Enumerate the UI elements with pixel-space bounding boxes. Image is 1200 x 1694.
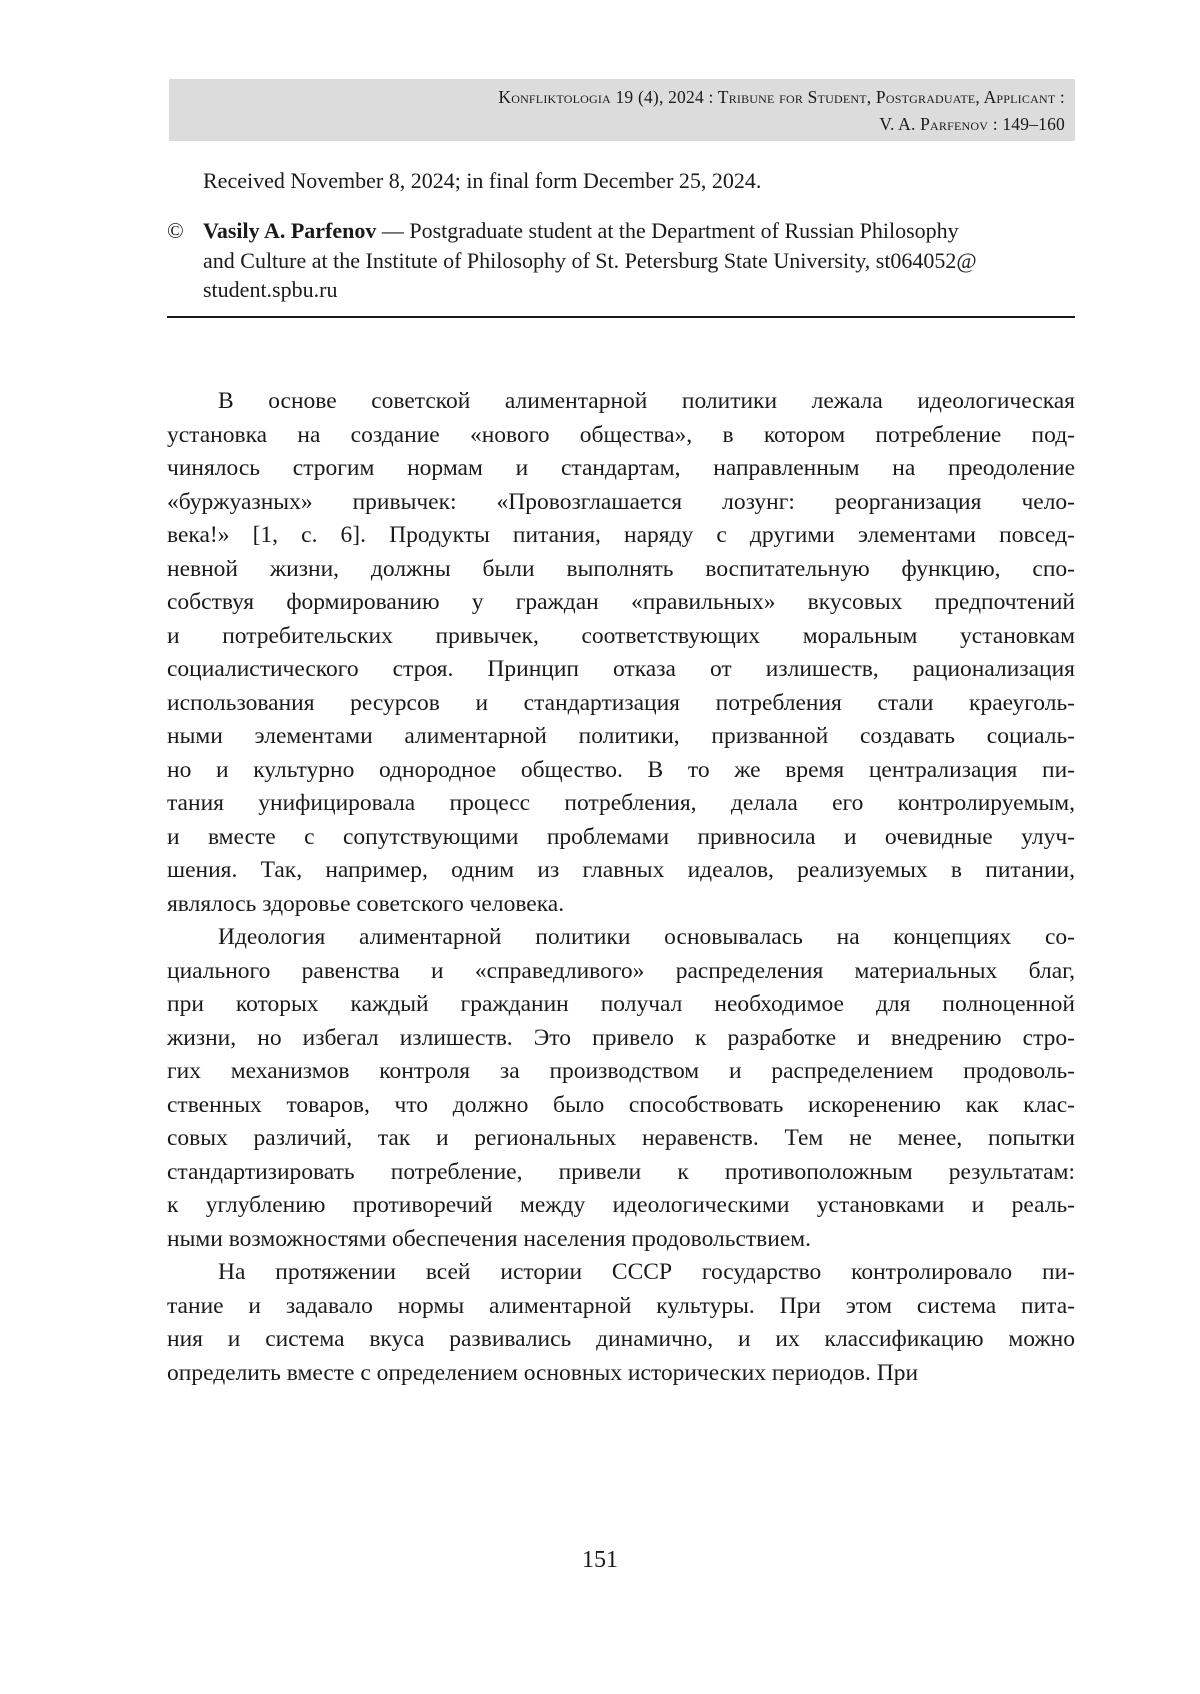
author-line-2: and Culture at the Institute of Philosophy of St. Petersburg State University, st064052@ — [203, 247, 977, 273]
body-line: ными возможностями обеспечения населения продовольствием. — [167, 1225, 812, 1252]
body-line: тания унифицировала процесс потребления, делала его контролируемым, — [167, 790, 1075, 816]
body-line: установка на создание «нового общества», в котором потребление под- — [167, 421, 1075, 448]
separator-rule — [167, 316, 1075, 318]
body-line: века!» [1, с. 6]. Продукты питания, наряду с другими элементами повсед- — [167, 522, 1075, 548]
body-line: На протяжении всей истории СССР государство контролировало пи- — [218, 1259, 1075, 1285]
author-affiliation-start: — Postgraduate student at the Department of Russian Philosophy — [376, 218, 959, 243]
article-body — [167, 385, 1075, 1390]
body-line: ственных товаров, что должно было способствовать искоренению как клас- — [167, 1091, 1075, 1118]
page-number: 151 — [582, 1547, 618, 1573]
body-line: тание и задавало нормы алиментарной культуры. При этом система пита- — [167, 1292, 1075, 1319]
body-line: но и культурно однородное общество. В то же время централизация пи- — [167, 756, 1075, 783]
body-line: циального равенства и «справедливого» распределения материальных благ, — [167, 957, 1075, 984]
body-line: собствуя формированию у граждан «правильных» вкусовых предпочтений — [167, 589, 1075, 615]
running-header-journal: Konfliktologia 19 (4), 2024 : Tribune for Student, Postgraduate, Applicant : — [498, 87, 1065, 107]
body-line: определить вместе с определением основных исторических периодов. При — [167, 1359, 919, 1386]
running-header — [169, 79, 1075, 141]
body-line: В основе советской алиментарной политики лежала идеологическая — [218, 388, 1075, 414]
body-line: использования ресурсов и стандартизация потребления стали краеуголь- — [167, 689, 1075, 716]
body-line: стандартизировать потребление, привели к противоположным результатам: — [167, 1158, 1075, 1185]
body-line: Идеология алиментарной политики основывалась на концепциях со- — [218, 924, 1075, 950]
body-line: ния и система вкуса развивались динамично, и их классификацию можно — [167, 1326, 1075, 1352]
body-line: шения. Так, например, одним из главных идеалов, реализуемых в питании, — [167, 857, 1075, 883]
body-line: являлось здоровье советского человека. — [167, 890, 565, 917]
body-line: социалистического строя. Принцип отказа от излишеств, рационализация — [167, 656, 1075, 682]
copyright-symbol: © — [167, 218, 184, 243]
received-dates: Received November 8, 2024; in final form December 25, 2024. — [203, 168, 762, 193]
body-line: и вместе с сопутствующими проблемами привносила и очевидные улуч- — [167, 823, 1075, 850]
running-header-author-pages: V. A. Parfenov : 149–160 — [879, 114, 1065, 134]
body-line: невной жизни, должны были выполнять воспитательную функцию, спо- — [167, 555, 1075, 582]
body-line: чинялось строгим нормам и стандартам, направленным на преодоление — [167, 455, 1075, 481]
body-line: ными элементами алиментарной политики, призванной создавать социаль- — [167, 723, 1075, 749]
body-line: «буржуазных» привычек: «Провозглашается лозунг: реорганизация чело- — [167, 488, 1075, 515]
body-line: совых различий, так и региональных неравенств. Тем не менее, попытки — [167, 1125, 1075, 1151]
body-line: при которых каждый гражданин получал необходимое для полноценной — [167, 991, 1075, 1017]
author-name: Vasily A. Parfenov — [203, 218, 377, 243]
body-line: к углублению противоречий между идеологическими установками и реаль- — [167, 1192, 1075, 1218]
body-line: гих механизмов контроля за производством и распределением продоволь- — [167, 1058, 1075, 1084]
author-line-1 — [203, 216, 1075, 246]
author-email-end: student.spbu.ru — [203, 277, 338, 302]
author-info — [167, 216, 1075, 305]
body-line: и потребительских привычек, соответствующих моральным установкам — [167, 622, 1075, 649]
body-line: жизни, но избегал излишеств. Это привело к разработке и внедрению стро- — [167, 1024, 1075, 1051]
